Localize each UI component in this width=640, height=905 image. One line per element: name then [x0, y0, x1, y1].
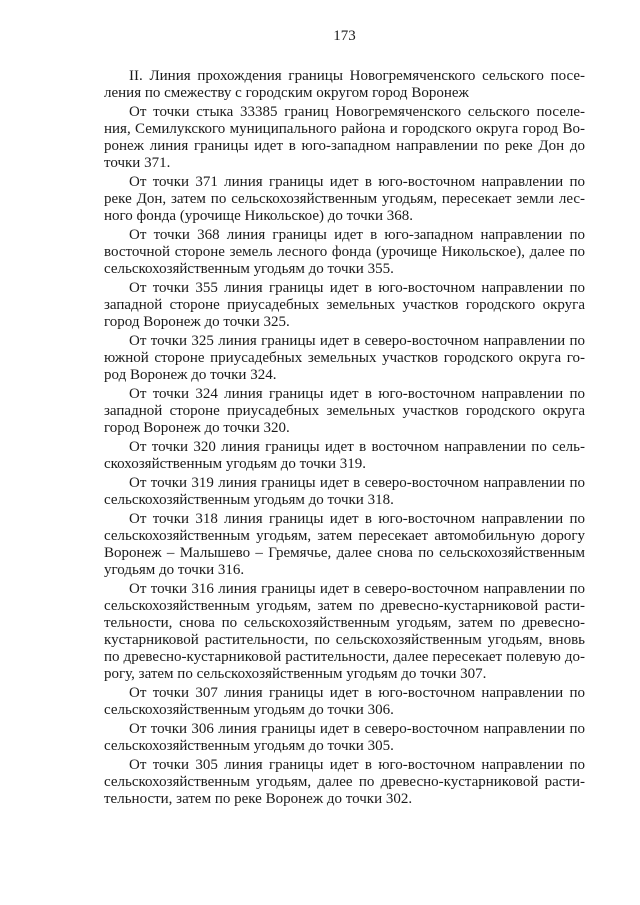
text-line: тельности, затем по реке Воронеж до точки 302.: [104, 791, 413, 807]
text-line: От точки 306 линия границы идет в северо-восточном направлении по: [129, 721, 585, 737]
text-line: сельскохозяйственным угодьям до точки 355.: [104, 261, 394, 277]
paragraph: [104, 333, 585, 384]
text-line: по древесно-кустарниковой растительности, далее пересекает полевую до-: [104, 649, 585, 665]
text-line: западной стороне приусадебных земельных участков городского округа: [104, 403, 585, 419]
text-line: тельности, снова по сельскохозяйственным угодьям, затем по древесно-: [104, 615, 585, 631]
text-line: рогу, затем по сельскохозяйственным угодьям до точки 307.: [104, 666, 487, 682]
text-line: род Воронеж до точки 324.: [104, 367, 277, 383]
text-line: скохозяйственным угодьям до точки 319.: [104, 456, 367, 472]
paragraph: [104, 174, 585, 225]
text-line: От точки 319 линия границы идет в северо-восточном направлении по: [129, 475, 585, 491]
text-line: южной стороне приусадебных земельных участков городского округа го-: [104, 350, 585, 366]
text-line: сельскохозяйственным угодьям, затем по древесно-кустарниковой расти-: [104, 598, 585, 614]
paragraph: [104, 280, 585, 331]
text-line: От точки 316 линия границы идет в северо-восточном направлении по: [129, 581, 585, 597]
text-line: От точки 325 линия границы идет в северо-восточном направлении по: [129, 333, 585, 349]
paragraph: [104, 721, 585, 755]
paragraph: [104, 757, 585, 808]
paragraph: [104, 685, 585, 719]
text-line: кустарниковой растительности, по сельскохозяйственным угодьям, вновь: [104, 632, 585, 648]
paragraph: [104, 581, 585, 683]
text-line: От точки 368 линия границы идет в юго-западном направлении по: [129, 227, 585, 243]
paragraph: [104, 227, 585, 278]
page-number: 173: [333, 28, 356, 44]
text-line: угодьям до точки 316.: [104, 562, 245, 578]
text-line: восточной стороне земель лесного фонда (урочище Никольское), далее по: [104, 244, 585, 260]
text-line: точки 371.: [104, 155, 171, 171]
text-line: От точки 305 линия границы идет в юго-восточном направлении по: [129, 757, 585, 773]
document-body: [104, 68, 585, 808]
text-line: ления по смежеству с городским округом город Воронеж: [104, 85, 469, 101]
text-line: От точки 324 линия границы идет в юго-восточном направлении по: [129, 386, 585, 402]
paragraph: [104, 511, 585, 579]
paragraph: [104, 475, 585, 509]
text-line: сельскохозяйственным угодьям, затем пересекает автомобильную дорогу: [104, 528, 585, 544]
text-line: Воронеж – Малышево – Гремячье, далее снова по сельскохозяйственным: [104, 545, 585, 561]
text-line: сельскохозяйственным угодьям до точки 305.: [104, 738, 394, 754]
text-line: западной стороне приусадебных земельных участков городского округа: [104, 297, 585, 313]
section-heading: [104, 68, 585, 102]
text-line: От точки 355 линия границы идет в юго-восточном направлении по: [129, 280, 585, 296]
text-line: ного фонда (урочище Никольское) до точки 368.: [104, 208, 413, 224]
text-line: реке Дон, затем по сельскохозяйственным угодьям, пересекает земли лес-: [104, 191, 585, 207]
text-line: От точки 307 линия границы идет в юго-восточном направлении по: [129, 685, 585, 701]
text-line: сельскохозяйственным угодьям, далее по древесно-кустарниковой расти-: [104, 774, 585, 790]
text-line: сельскохозяйственным угодьям до точки 318.: [104, 492, 394, 508]
text-line: город Воронеж до точки 325.: [104, 314, 290, 330]
text-line: ронеж линия границы идет в юго-западном направлении по реке Дон до: [104, 138, 585, 154]
text-line: сельскохозяйственным угодьям до точки 306.: [104, 702, 394, 718]
text-line: ния, Семилукского муниципального района и городского округа город Во-: [104, 121, 585, 137]
text-line: II. Линия прохождения границы Новогремяченского сельского посе-: [129, 68, 585, 84]
text-line: От точки стыка 33385 границ Новогремяченского сельского поселе-: [129, 104, 585, 120]
text-line: От точки 371 линия границы идет в юго-восточном направлении по: [129, 174, 585, 190]
paragraph: [104, 439, 585, 473]
text-line: От точки 318 линия границы идет в юго-восточном направлении по: [129, 511, 585, 527]
text-line: город Воронеж до точки 320.: [104, 420, 290, 436]
paragraph: [104, 104, 585, 172]
paragraph: [104, 386, 585, 437]
text-line: От точки 320 линия границы идет в восточном направлении по сель-: [129, 439, 585, 455]
